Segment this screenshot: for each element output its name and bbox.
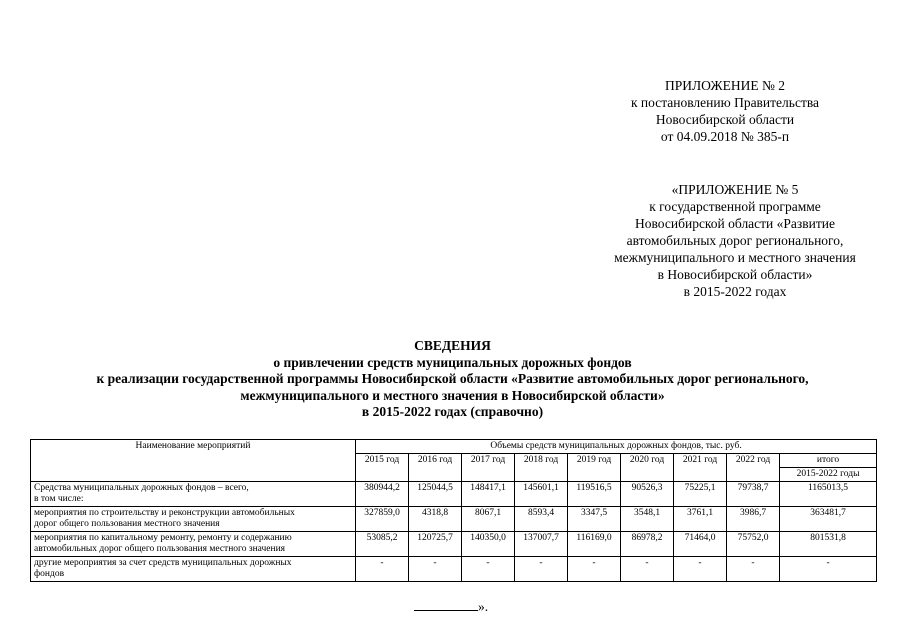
blank-underline — [414, 598, 478, 611]
value-cell: 90526,3 — [621, 482, 674, 507]
row-name-cell — [31, 557, 356, 582]
year-header: 2020 год — [621, 454, 674, 482]
value-cell: 3986,7 — [727, 507, 780, 532]
value-cell: 3761,1 — [674, 507, 727, 532]
heading-title: СВЕДЕНИЯ — [414, 338, 491, 353]
value-cell: - — [674, 557, 727, 582]
value-cell: 119516,5 — [568, 482, 621, 507]
value-cell: 125044,5 — [409, 482, 462, 507]
heading-line: о привлечении средств муниципальных дорожных фондов — [273, 354, 632, 370]
table-row — [31, 557, 877, 582]
value-cell: 145601,1 — [515, 482, 568, 507]
row-name-cell — [31, 507, 356, 532]
value-cell: 79738,7 — [727, 482, 780, 507]
value-cell: 380944,2 — [356, 482, 409, 507]
document-heading — [0, 338, 905, 421]
appendix-program-line: межмуниципального и местного значения — [614, 250, 856, 265]
year-header: 2019 год — [568, 454, 621, 482]
closing-mark — [414, 598, 488, 615]
appendix-program-line: Новосибирской области «Развитие — [635, 216, 835, 231]
value-cell: 8067,1 — [462, 507, 515, 532]
appendix-main-line: ПРИЛОЖЕНИЕ № 2 — [664, 78, 786, 93]
appendix-program-line: автомобильных дорог регионального, — [626, 233, 844, 248]
total-cell: 1165013,5 — [780, 482, 877, 507]
year-header: 2017 год — [462, 454, 515, 482]
appendix-main-line: Новосибирской области — [655, 112, 795, 127]
row-name: мероприятия по строительству и реконструкции автомобильных — [34, 508, 295, 518]
appendix-program-block — [590, 181, 880, 300]
value-cell: 86978,2 — [621, 532, 674, 557]
table-row — [31, 532, 877, 557]
value-cell: - — [621, 557, 674, 582]
value-cell: 3548,1 — [621, 507, 674, 532]
heading-line: в 2015-2022 годах (справочно) — [361, 404, 544, 419]
value-cell: 53085,2 — [356, 532, 409, 557]
value-cell: - — [568, 557, 621, 582]
value-cell: 148417,1 — [462, 482, 515, 507]
row-name: мероприятия по капитальному ремонту, ремонту и содержанию — [34, 533, 292, 543]
year-header: 2016 год — [409, 454, 462, 482]
row-name: в том числе: — [34, 494, 84, 504]
value-cell: 4318,8 — [409, 507, 462, 532]
row-name: Средства муниципальных дорожных фондов – всего, — [34, 483, 249, 493]
value-cell: - — [727, 557, 780, 582]
closing-quote: ». — [478, 599, 489, 614]
funds-group-header: Объемы средств муниципальных дорожных фондов, тыс. руб. — [356, 440, 877, 454]
value-cell: 140350,0 — [462, 532, 515, 557]
appendix-program-line: «ПРИЛОЖЕНИЕ № 5 — [671, 182, 799, 197]
year-header: 2015 год — [356, 454, 409, 482]
year-header: 2022 год — [727, 454, 780, 482]
row-name-cell — [31, 532, 356, 557]
heading-line: межмуниципального и местного значения в Новосибирской области» — [240, 387, 665, 403]
row-name: автомобильных дорог общего пользования местного значения — [34, 544, 286, 554]
appendix-program-line: к государственной программе — [649, 199, 821, 214]
value-cell: 137007,7 — [515, 532, 568, 557]
funds-table — [30, 439, 877, 582]
total-cell: 363481,7 — [780, 507, 877, 532]
value-cell: - — [515, 557, 568, 582]
value-cell: 8593,4 — [515, 507, 568, 532]
total-cell: - — [780, 557, 877, 582]
value-cell: 327859,0 — [356, 507, 409, 532]
appendix-main-block — [600, 77, 850, 145]
value-cell: - — [462, 557, 515, 582]
value-cell: 116169,0 — [568, 532, 621, 557]
value-cell: - — [356, 557, 409, 582]
heading-line: к реализации государственной программы Новосибирской области «Развитие автомобильных дорог регионального, — [96, 371, 809, 386]
value-cell: 120725,7 — [409, 532, 462, 557]
year-header: 2021 год — [674, 454, 727, 482]
appendix-main-line: от 04.09.2018 № 385-п — [660, 129, 790, 144]
total-subheader: 2015-2022 годы — [780, 468, 877, 482]
value-cell: 75225,1 — [674, 482, 727, 507]
row-name: фондов — [34, 569, 65, 579]
total-cell: 801531,8 — [780, 532, 877, 557]
value-cell: 3347,5 — [568, 507, 621, 532]
appendix-program-line: в Новосибирской области» — [657, 267, 813, 282]
name-column-header: Наименование мероприятий — [31, 440, 356, 482]
value-cell: 75752,0 — [727, 532, 780, 557]
row-name: другие мероприятия за счет средств муниципальных дорожных — [34, 558, 292, 568]
value-cell: - — [409, 557, 462, 582]
row-name-cell — [31, 482, 356, 507]
table-row — [31, 482, 877, 507]
table-row — [31, 507, 877, 532]
total-header: итого — [780, 454, 877, 468]
appendix-main-line: к постановлению Правительства — [630, 95, 820, 110]
row-name: дорог общего пользования местного значения — [34, 519, 220, 529]
year-header: 2018 год — [515, 454, 568, 482]
appendix-program-line: в 2015-2022 годах — [683, 284, 787, 299]
value-cell: 71464,0 — [674, 532, 727, 557]
